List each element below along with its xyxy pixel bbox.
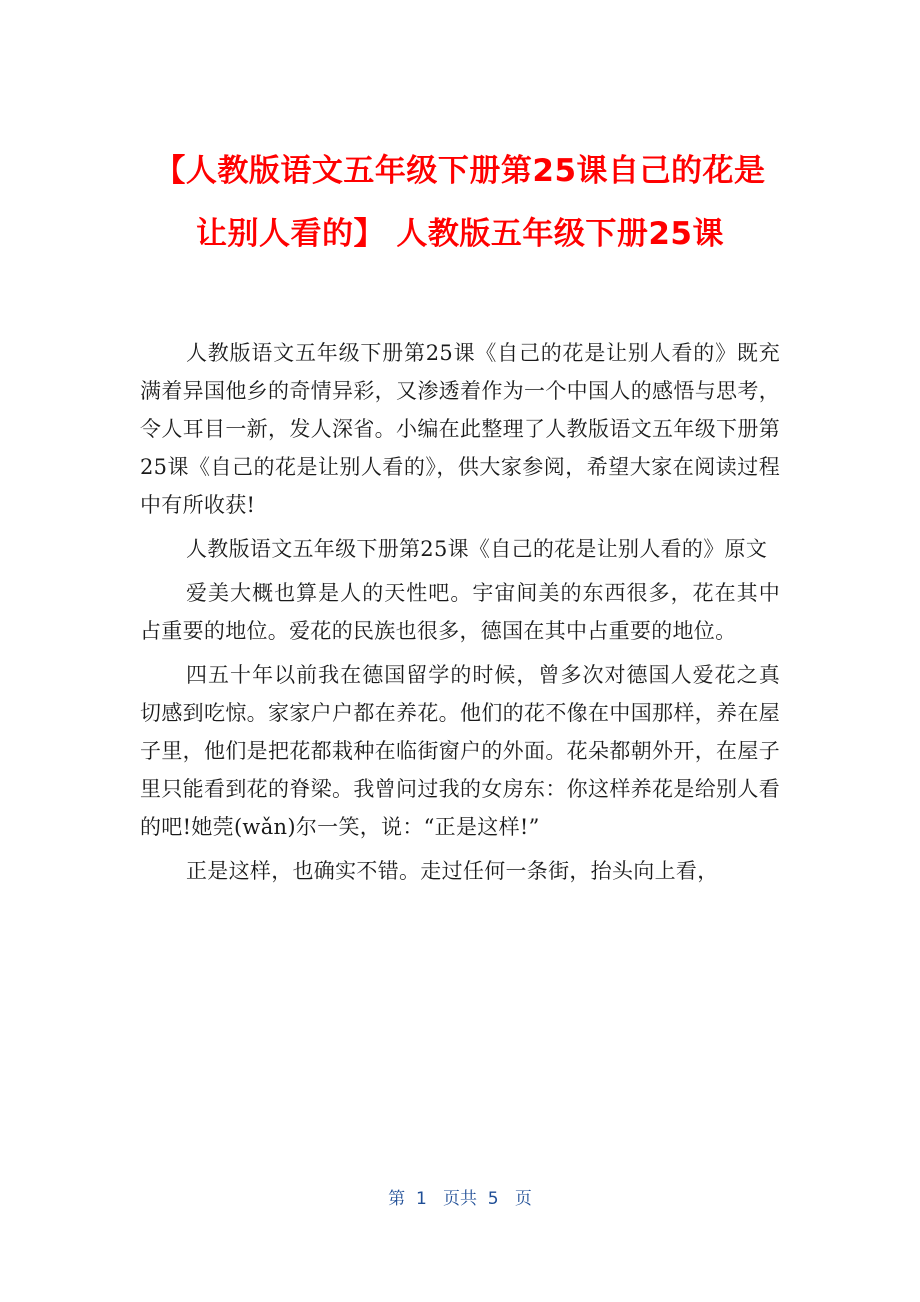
title-line-2: 让别人看的】 人教版五年级下册25课	[196, 216, 724, 252]
document-title	[100, 140, 820, 266]
paragraph-2: 四五十年以前我在德国留学的时候，曾多次对德国人爱花之真切感到吃惊。家家户户都在养花。他们的花不像在中国那样，养在屋子里，他们是把花都栽种在临街窗户的外面。花朵都朝外开，在屋子里只能看到花的脊梁。我曾问过我的女房东：你这样养花是给别人看的吧!她莞(wǎn)尔一笑，说：“正是这样!”	[140, 663, 780, 839]
paragraph-3: 正是这样，也确实不错。走过任何一条街，抬头向上看，	[186, 859, 719, 883]
page-number-footer: 第 1 页共 5 页	[388, 1189, 532, 1209]
document-body	[140, 334, 780, 896]
paragraph-intro: 人教版语文五年级下册第25课《自己的花是让别人看的》既充满着异国他乡的奇情异彩，又渗透着作为一个中国人的感悟与思考，令人耳目一新，发人深省。小编在此整理了人教版语文五年级下册第25课《自己的花是让别人看的》，供大家参阅，希望大家在阅读过程中有所收获!	[140, 341, 780, 517]
paragraph-original-heading: 人教版语文五年级下册第25课《自己的花是让别人看的》原文	[186, 537, 768, 561]
title-line-1: 【人教版语文五年级下册第25课自己的花是	[154, 153, 766, 189]
paragraph-1: 爱美大概也算是人的天性吧。宇宙间美的东西很多，花在其中占重要的地位。爱花的民族也很多，德国在其中占重要的地位。	[140, 581, 780, 643]
